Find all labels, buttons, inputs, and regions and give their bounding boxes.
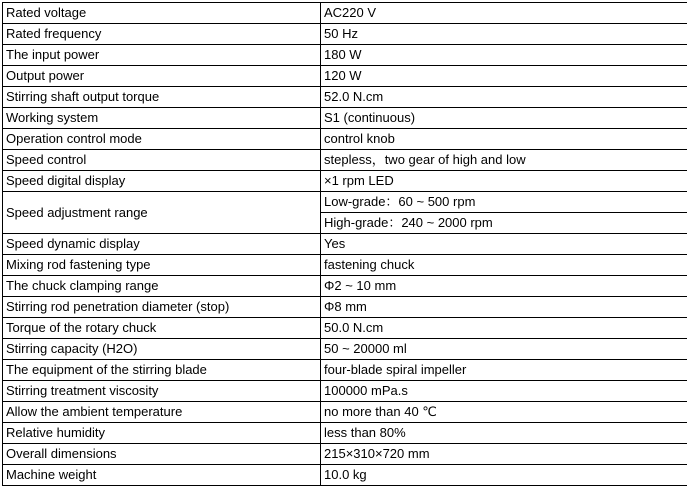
- spec-label: Speed digital display: [3, 171, 321, 192]
- spec-value: ×1 rpm LED: [321, 171, 687, 192]
- spec-value: 52.0 N.cm: [321, 87, 687, 108]
- spec-value: 50 ~ 20000 ml: [321, 339, 687, 360]
- spec-value: 50 Hz: [321, 24, 687, 45]
- spec-label: Mixing rod fastening type: [3, 255, 321, 276]
- spec-value: Φ8 mm: [321, 297, 687, 318]
- spec-value: Φ2 ~ 10 mm: [321, 276, 687, 297]
- spec-label: Stirring shaft output torque: [3, 87, 321, 108]
- spec-label: Speed control: [3, 150, 321, 171]
- table-row: [3, 465, 687, 486]
- spec-value-high-grade: High-grade：240 ~ 2000 rpm: [321, 213, 687, 234]
- spec-value: less than 80%: [321, 423, 687, 444]
- table-row: [3, 339, 687, 360]
- table-row: [3, 402, 687, 423]
- spec-label: The input power: [3, 45, 321, 66]
- table-row: [3, 108, 687, 129]
- spec-value: 120 W: [321, 66, 687, 87]
- spec-label: The equipment of the stirring blade: [3, 360, 321, 381]
- spec-value: four-blade spiral impeller: [321, 360, 687, 381]
- spec-label: Machine weight: [3, 465, 321, 486]
- spec-value: 215×310×720 mm: [321, 444, 687, 465]
- spec-label: Allow the ambient temperature: [3, 402, 321, 423]
- spec-value: 50.0 N.cm: [321, 318, 687, 339]
- spec-label: Stirring treatment viscosity: [3, 381, 321, 402]
- table-row: [3, 3, 687, 24]
- spec-label: The chuck clamping range: [3, 276, 321, 297]
- spec-value: control knob: [321, 129, 687, 150]
- table-row: [3, 423, 687, 444]
- spec-label: Rated voltage: [3, 3, 321, 24]
- specifications-table: [2, 2, 687, 486]
- spec-value: S1 (continuous): [321, 108, 687, 129]
- spec-label: Output power: [3, 66, 321, 87]
- table-row: [3, 444, 687, 465]
- spec-value: no more than 40 ℃: [321, 402, 687, 423]
- spec-label: Relative humidity: [3, 423, 321, 444]
- spec-label: Speed dynamic display: [3, 234, 321, 255]
- table-row: [3, 66, 687, 87]
- table-row: [3, 24, 687, 45]
- table-row: [3, 297, 687, 318]
- spec-label: Overall dimensions: [3, 444, 321, 465]
- spec-value: 100000 mPa.s: [321, 381, 687, 402]
- table-row: [3, 234, 687, 255]
- table-row: [3, 87, 687, 108]
- spec-label: Stirring rod penetration diameter (stop): [3, 297, 321, 318]
- spec-label: Stirring capacity (H2O): [3, 339, 321, 360]
- spec-value: fastening chuck: [321, 255, 687, 276]
- spec-label: Torque of the rotary chuck: [3, 318, 321, 339]
- table-row: [3, 360, 687, 381]
- spec-value: 10.0 kg: [321, 465, 687, 486]
- spec-label: Rated frequency: [3, 24, 321, 45]
- table-row: [3, 381, 687, 402]
- spec-value: stepless，two gear of high and low: [321, 150, 687, 171]
- spec-value: Yes: [321, 234, 687, 255]
- spec-label: Working system: [3, 108, 321, 129]
- spec-value: 180 W: [321, 45, 687, 66]
- table-row: [3, 45, 687, 66]
- table-row: [3, 276, 687, 297]
- table-row: [3, 255, 687, 276]
- table-row: [3, 192, 687, 213]
- spec-label: Speed adjustment range: [3, 192, 321, 234]
- spec-value-low-grade: Low-grade：60 ~ 500 rpm: [321, 192, 687, 213]
- spec-label: Operation control mode: [3, 129, 321, 150]
- table-row: [3, 129, 687, 150]
- table-row: [3, 171, 687, 192]
- spec-value: AC220 V: [321, 3, 687, 24]
- table-row: [3, 150, 687, 171]
- table-row: [3, 318, 687, 339]
